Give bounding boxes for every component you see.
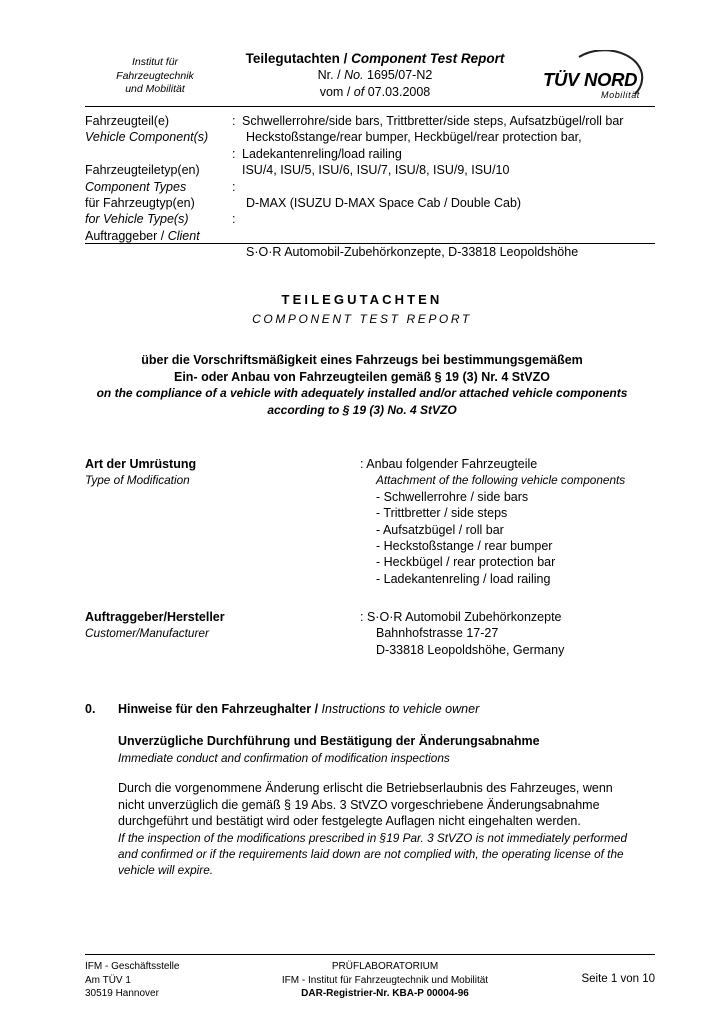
- institute-name: [85, 56, 225, 97]
- document-date-value: 07.03.2008: [367, 84, 431, 99]
- field-row-component-types: [85, 162, 655, 178]
- customer-label-en: Customer/Manufacturer: [85, 626, 209, 641]
- report-subtitle-en-line-1: on the compliance of a vehicle with adequately installed and/or attached vehicle components: [96, 386, 628, 400]
- field-row-component-types-sub: [85, 179, 655, 195]
- customer-line-1: [360, 609, 660, 625]
- tuv-nord-logo-graphic: [539, 50, 655, 102]
- tuv-nord-logo: [539, 50, 655, 102]
- document-date-label-de: vom: [319, 84, 344, 99]
- document-title-en: Component Test Report: [351, 51, 505, 66]
- field-label-client-de: Auftraggeber: [85, 228, 158, 243]
- field-value-vehicle-components-1: Schwellerrohre/side bars, Trittbretter/side steps, Aufsatzbügel/roll bar: [242, 114, 624, 128]
- field-label-component-types-en: Component Types: [85, 179, 187, 194]
- section-zero-para-de-line-3: durchgeführt und bestätigt wird oder festgelegte Auflagen nicht eingehalten werden.: [118, 814, 581, 829]
- section-zero-subheading-body: [118, 733, 655, 766]
- section-zero-heading-de: Hinweise für den Fahrzeughalter: [118, 702, 312, 716]
- field-label-component-types-de: Fahrzeugteiletyp(en): [85, 163, 200, 178]
- report-title-block: [62, 290, 662, 329]
- section-zero-number: 0.: [85, 702, 96, 716]
- logo-wordmark: TÜV NORD: [543, 69, 638, 90]
- modification-item: - Heckstoßstange / rear bumper: [376, 539, 553, 554]
- document-title-de: Teilegutachten: [245, 51, 340, 66]
- modification-item: - Aufsatzbügel / roll bar: [376, 522, 504, 537]
- field-colon: :: [232, 146, 236, 161]
- document-number-line: [225, 67, 525, 84]
- customer-body: [360, 609, 660, 658]
- footer-address: [85, 960, 255, 1001]
- field-label-client-separator: /: [157, 228, 168, 243]
- customer-street: Bahnhofstrasse 17-27: [376, 626, 499, 641]
- document-number-separator: /: [333, 68, 345, 82]
- customer-label-de: Auftraggeber/Hersteller: [85, 610, 225, 624]
- report-title-en: COMPONENT TEST REPORT: [252, 312, 472, 326]
- section-zero-body: [118, 701, 655, 717]
- field-colon: :: [232, 179, 236, 194]
- logo-tagline: Mobilität: [601, 90, 640, 100]
- section-zero-paragraph-body: [118, 780, 655, 878]
- modification-item: - Trittbretter / side steps: [376, 506, 508, 521]
- modification-colon: :: [360, 457, 364, 471]
- modification-intro-de: [360, 456, 660, 472]
- field-colon: :: [232, 114, 236, 128]
- section-zero-para-en-line-2: and confirmed or if the requirements laid down are not complied with, the operating license of the: [118, 846, 624, 861]
- field-value-vehicle-components-2: Heckstoßstange/rear bumper, Heckbügel/rear protection bar,: [246, 130, 582, 145]
- section-zero-heading: [118, 701, 655, 717]
- field-label-vehicle-types-de: für Fahrzeugtyp(en): [85, 195, 195, 210]
- section-zero-para-de-line-1: Durch die vorgenommene Änderung erlischt die Betriebserlaubnis des Fahrzeuges, wenn: [118, 781, 613, 795]
- masthead: [85, 50, 655, 102]
- footer-rule: [85, 954, 655, 955]
- section-zero-para-de-line-2: nicht unverzüglich die gemäß § 19 Abs. 3 StVZO vorgeschriebene Änderungsabnahme: [118, 797, 600, 812]
- document-number-label-de: Nr.: [317, 68, 334, 82]
- modification-label-en: Type of Modification: [85, 473, 190, 488]
- section-zero-para-en-line-1: If the inspection of the modifications prescribed in §19 Par. 3 StVZO is not immediately performed: [118, 830, 628, 845]
- field-label-vehicle-components-de: Fahrzeugteil(e): [85, 114, 170, 128]
- document-number-value: 1695/07-N2: [367, 68, 433, 82]
- field-row-vehicle-types-sub: [85, 211, 655, 227]
- institute-line-2: Fahrzeugtechnik: [116, 69, 194, 82]
- field-label-client-en: Client: [167, 228, 200, 243]
- field-row-client-value: [85, 244, 655, 260]
- footer-laboratory-institute: IFM - Institut für Fahrzeugtechnik und Mobilität: [281, 974, 489, 986]
- document-number-label-en: No.: [344, 68, 364, 82]
- field-value-vehicle-components-3: Ladekantenreling/load railing: [242, 146, 402, 161]
- document-date-separator: /: [343, 84, 354, 99]
- field-row-vehicle-components-sub: [85, 129, 655, 145]
- customer-colon: :: [360, 610, 364, 624]
- document-title-separator: /: [339, 51, 352, 66]
- modification-item: - Ladekantenreling / load railing: [376, 571, 551, 586]
- footer-laboratory-title: PRÜFLABORATORIUM: [331, 961, 439, 972]
- field-colon: :: [232, 212, 236, 227]
- report-title-de: TEILEGUTACHTEN: [281, 292, 443, 307]
- modification-label: [85, 456, 355, 489]
- section-zero-subheading-en: Immediate conduct and confirmation of modification inspections: [118, 751, 450, 765]
- footer-registration-number: DAR-Registrier-Nr. KBA-P 00004-96: [301, 988, 469, 1000]
- footer-address-line-1: IFM - Geschäftsstelle: [85, 961, 180, 972]
- section-zero-heading-en: Instructions to vehicle owner: [321, 702, 480, 716]
- field-row-vehicle-components-cont: [85, 146, 655, 162]
- document-title: [225, 50, 525, 67]
- report-subtitle-de-line-2: Ein- oder Anbau von Fahrzeugteilen gemäß § 19 (3) Nr. 4 StVZO: [174, 369, 550, 384]
- report-subtitle-block: [62, 352, 662, 418]
- institute-line-3: und Mobilität: [125, 83, 185, 95]
- header-rule-top: [85, 106, 655, 107]
- field-value-client: S·O·R Automobil-Zubehörkonzepte, D-33818 Leopoldshöhe: [246, 245, 579, 260]
- customer-name: S·O·R Automobil Zubehörkonzepte: [366, 610, 562, 624]
- field-value-component-types: ISU/4, ISU/5, ISU/6, ISU/7, ISU/8, ISU/9, ISU/10: [242, 163, 510, 178]
- field-row-client: [85, 228, 655, 244]
- modification-label-de: Art der Umrüstung: [85, 457, 197, 471]
- field-value-vehicle-types: D-MAX (ISUZU D-MAX Space Cab / Double Cab): [246, 195, 522, 210]
- footer-laboratory: [235, 960, 535, 1001]
- footer-address-line-2: Am TÜV 1: [85, 974, 131, 986]
- field-row-vehicle-types: [85, 195, 655, 211]
- report-subtitle-en-line-2: according to § 19 (3) No. 4 StVZO: [267, 402, 457, 417]
- institute-line-1: Institut für: [131, 56, 179, 68]
- modification-item: - Schwellerrohre / side bars: [376, 489, 529, 504]
- field-row-vehicle-components: [85, 113, 655, 129]
- modification-intro-en: Attachment of the following vehicle components: [376, 473, 626, 488]
- page-footer: [85, 960, 655, 1006]
- customer-label: [85, 609, 355, 642]
- field-label-vehicle-components-en: Vehicle Component(s): [85, 130, 209, 145]
- field-label-client: [85, 228, 235, 244]
- footer-page-indicator: Seite 1 von 10: [581, 973, 655, 985]
- modification-intro-de-text: Anbau folgender Fahrzeugteile: [366, 457, 538, 471]
- document-title-block: [225, 50, 525, 100]
- modification-item: - Heckbügel / rear protection bar: [376, 555, 556, 570]
- report-subtitle-de-line-1: über die Vorschriftsmäßigkeit eines Fahrzeugs bei bestimmungsgemäßem: [141, 353, 583, 367]
- section-zero-para-en-line-3: vehicle will expire.: [118, 863, 214, 878]
- footer-address-line-3: 30519 Hannover: [85, 988, 159, 1000]
- header-fields: [85, 113, 655, 261]
- document-date-label-en: of: [353, 84, 365, 99]
- header-rule-bottom: [85, 243, 655, 244]
- section-zero-subheading-de: Unverzügliche Durchführung und Bestätigung der Änderungsabnahme: [118, 734, 540, 748]
- document-date-line: [225, 84, 525, 101]
- section-zero-heading-separator: /: [311, 702, 322, 716]
- modification-body: [360, 456, 660, 587]
- field-label-vehicle-types-en: for Vehicle Type(s): [85, 212, 189, 227]
- customer-city: D-33818 Leopoldshöhe, Germany: [376, 642, 565, 657]
